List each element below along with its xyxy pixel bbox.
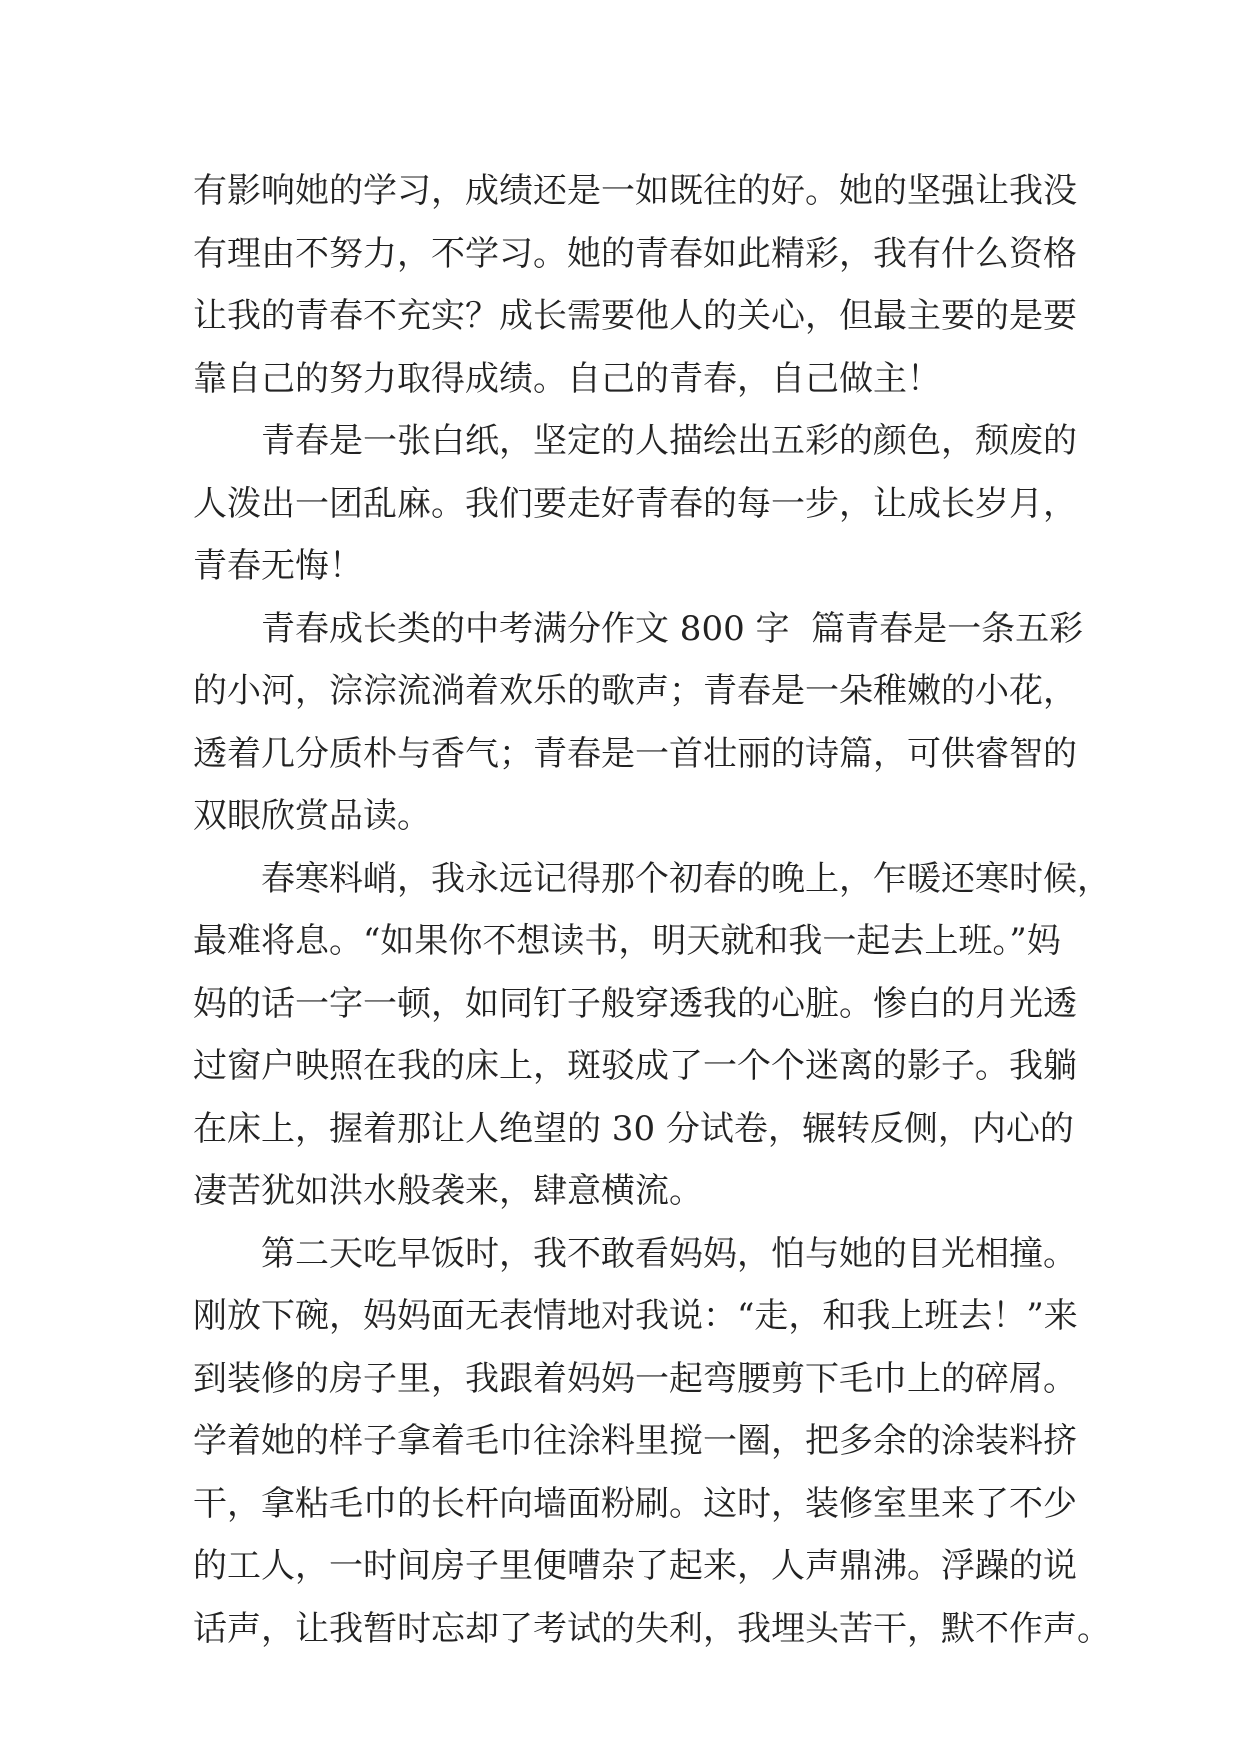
text-line: 透着几分质朴与香气；青春是一首壮丽的诗篇，可供睿智的 [193, 733, 1077, 774]
text-line: 第二天吃早饭时，我不敢看妈妈，怕与她的目光相撞。 [261, 1233, 1077, 1274]
paragraph-1 [193, 160, 1077, 410]
paragraph-2 [193, 410, 1077, 598]
text-line: 最难将息。“如果你不想读书，明天就和我一起去上班。”妈 [193, 921, 1061, 961]
text-line: 到装修的房子里，我跟着妈妈一起弯腰剪下毛巾上的碎屑。 [193, 1358, 1077, 1399]
text-line: 靠自己的努力取得成绩。自己的青春，自己做主！ [193, 358, 941, 399]
text-line: 在床上，握着那让人绝望的 30 分试卷，辗转反侧，内心的 [193, 1108, 1074, 1149]
paragraph-4 [193, 848, 1111, 1223]
text-line: 干，拿粘毛巾的长杆向墙面粉刷。这时，装修室里来了不少 [193, 1483, 1077, 1524]
text-line: 刚放下碗，妈妈面无表情地对我说：“走，和我上班去！”来 [193, 1296, 1078, 1336]
text-line: 学着她的样子拿着毛巾往涂料里搅一圈，把多余的涂装料挤 [193, 1421, 1077, 1461]
text-line: 春寒料峭，我永远记得那个初春的晚上，乍暖还寒时候， [261, 858, 1111, 899]
paragraph-3 [193, 598, 1084, 848]
essay-body [193, 160, 1111, 1660]
text-line: 妈的话一字一顿，如同钉子般穿透我的心脏。惨白的月光透 [193, 983, 1077, 1024]
text-line: 双眼欣赏品读。 [193, 796, 431, 836]
text-line: 青春无悔！ [193, 546, 363, 586]
text-line: 过窗户映照在我的床上，斑驳成了一个个迷离的影子。我躺 [193, 1046, 1077, 1086]
text-line: 人泼出一团乱麻。我们要走好青春的每一步，让成长岁月， [193, 483, 1077, 524]
text-line: 让我的青春不充实？成长需要他人的关心，但最主要的是要 [193, 296, 1077, 336]
text-line: 话声，让我暂时忘却了考试的失利，我埋头苦干，默不作声。 [193, 1608, 1111, 1649]
text-line: 青春成长类的中考满分作文 800 字 篇青春是一条五彩 [261, 608, 1084, 649]
text-line: 的工人，一时间房子里便嘈杂了起来，人声鼎沸。浮躁的说 [193, 1546, 1077, 1586]
text-line: 青春是一张白纸，坚定的人描绘出五彩的颜色，颓废的 [261, 421, 1077, 461]
text-line: 凄苦犹如洪水般袭来，肆意横流。 [193, 1171, 703, 1211]
text-line: 的小河，淙淙流淌着欢乐的歌声；青春是一朵稚嫩的小花， [193, 671, 1077, 711]
paragraph-5 [193, 1223, 1111, 1661]
text-line: 有影响她的学习，成绩还是一如既往的好。她的坚强让我没 [193, 171, 1077, 211]
text-line: 有理由不努力，不学习。她的青春如此精彩，我有什么资格 [193, 233, 1077, 274]
